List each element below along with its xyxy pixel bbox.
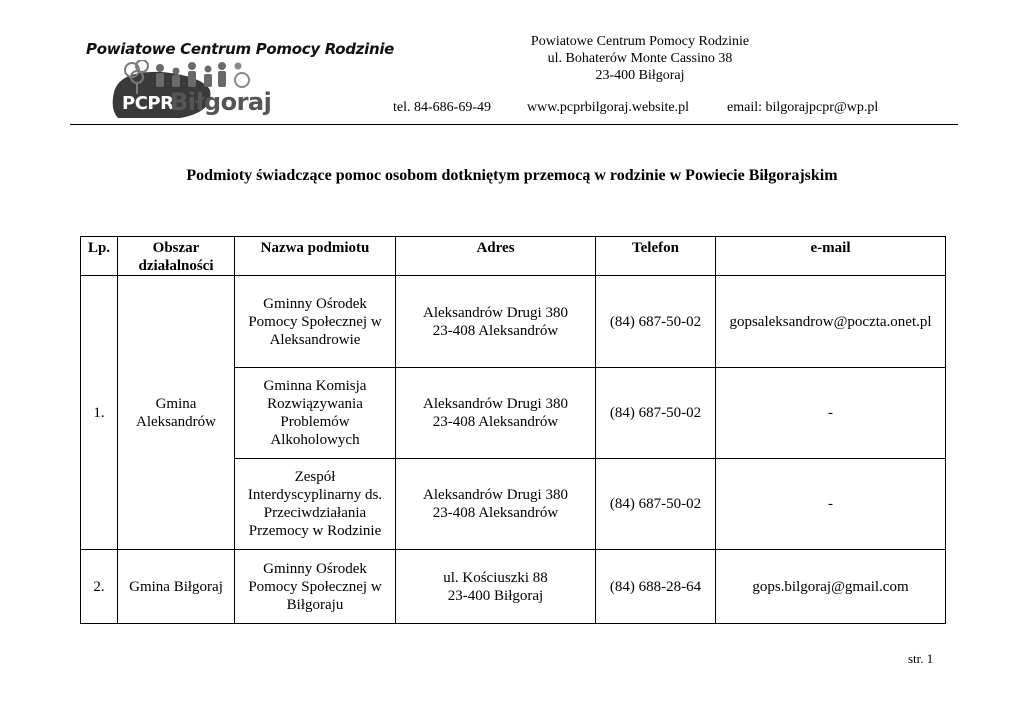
- address-line: 23-408 Aleksandrów: [432, 414, 559, 430]
- name-line: Rozwiązywania: [267, 396, 363, 412]
- cell-phone: (84) 687-50-02: [596, 276, 716, 368]
- address-line: 23-400 Biłgoraj: [447, 587, 544, 604]
- address-line: Aleksandrów Drugi 380: [423, 396, 568, 412]
- document-title: Podmioty świadczące pomoc osobom dotkniętym przemocą w rodzinie w Powiecie Biłgorajskim: [186, 167, 838, 184]
- table-header-row: [81, 237, 946, 276]
- cell-email[interactable]: gopsaleksandrow@poczta.onet.pl: [716, 276, 946, 368]
- cell-lp: 1.: [81, 276, 118, 550]
- name-line: Problemów: [280, 414, 350, 430]
- logo-abbr: PCPR: [122, 93, 174, 114]
- name-line: Pomocy Społecznej w: [248, 313, 382, 330]
- cell-address: [396, 276, 596, 368]
- header-phone: tel. 84-686-69-49: [393, 100, 491, 115]
- logo-city: Biłgoraj: [170, 88, 272, 116]
- cell-area-line2: Aleksandrów: [136, 413, 216, 430]
- name-line: Aleksandrowie: [269, 331, 361, 348]
- table-row: [81, 276, 946, 368]
- cell-entity-name: [235, 459, 396, 550]
- name-line: Gminny Ośrodek: [263, 560, 367, 577]
- cell-email[interactable]: gops.bilgoraj@gmail.com: [716, 550, 946, 624]
- cell-address: [396, 368, 596, 459]
- cell-phone: (84) 687-50-02: [596, 459, 716, 550]
- name-line: Biłgoraju: [286, 596, 344, 613]
- page-number: str. 1: [908, 651, 934, 666]
- entities-table: [80, 236, 946, 624]
- org-postal: 23-400 Biłgoraj: [595, 68, 685, 83]
- name-line: Przeciwdziałania: [263, 505, 367, 521]
- header-email[interactable]: email: bilgorajpcpr@wp.pl: [727, 100, 879, 115]
- cell-phone: (84) 687-50-02: [596, 368, 716, 459]
- org-name: Powiatowe Centrum Pomocy Rodzinie: [530, 34, 750, 49]
- cell-address: [396, 459, 596, 550]
- cell-phone: (84) 688-28-64: [596, 550, 716, 624]
- cell-area-line1: Gmina: [155, 395, 197, 412]
- org-street: ul. Bohaterów Monte Cassino 38: [547, 51, 733, 66]
- address-line: ul. Kościuszki 88: [443, 569, 548, 586]
- name-line: Alkoholowych: [270, 432, 360, 448]
- header-lp: Lp.: [81, 237, 118, 276]
- cell-entity-name: [235, 368, 396, 459]
- header-area-line1: Obszar: [152, 240, 200, 256]
- header-email: e-mail: [716, 237, 946, 276]
- name-line: Zespół: [294, 469, 336, 485]
- header-website[interactable]: www.pcprbilgoraj.website.pl: [527, 100, 689, 115]
- name-line: Gminna Komisja: [263, 378, 367, 394]
- cell-entity-name: [235, 276, 396, 368]
- cell-lp: 2.: [81, 550, 118, 624]
- header-name: Nazwa podmiotu: [235, 237, 396, 276]
- address-line: 23-408 Aleksandrów: [432, 505, 559, 521]
- address-line: 23-408 Aleksandrów: [432, 322, 559, 339]
- address-line: Aleksandrów Drugi 380: [423, 304, 568, 321]
- name-line: Gminny Ośrodek: [263, 295, 367, 312]
- header-area: [118, 237, 235, 276]
- address-line: Aleksandrów Drugi 380: [423, 487, 568, 503]
- table-row: [81, 550, 946, 624]
- cell-entity-name: [235, 550, 396, 624]
- cell-address: [396, 550, 596, 624]
- header-phone: Telefon: [596, 237, 716, 276]
- cell-area: Gmina Biłgoraj: [118, 550, 235, 624]
- header-address: Adres: [396, 237, 596, 276]
- name-line: Interdyscyplinarny ds.: [247, 487, 383, 503]
- header-divider: [70, 124, 958, 125]
- header-address: [500, 33, 780, 84]
- name-line: Pomocy Społecznej w: [248, 578, 382, 595]
- name-line: Przemocy w Rodzinie: [248, 523, 382, 539]
- pcpr-logo: [86, 38, 395, 122]
- cell-email: -: [716, 368, 946, 459]
- logo-tagline: Powiatowe Centrum Pomocy Rodzinie: [86, 40, 395, 58]
- header-area-line2: działalności: [138, 258, 214, 274]
- cell-email: -: [716, 459, 946, 550]
- cell-area: [118, 276, 235, 550]
